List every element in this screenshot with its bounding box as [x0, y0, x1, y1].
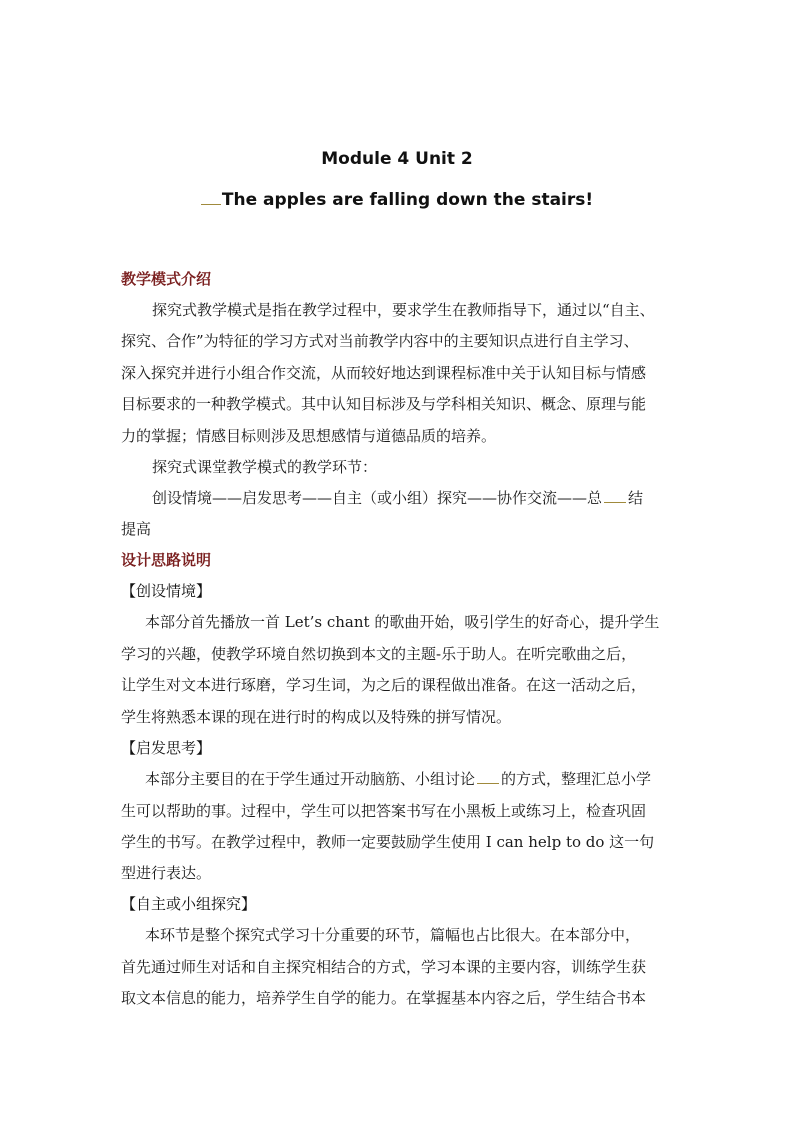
subsection-label-independent-exploration: 【自主或小组探究】	[121, 895, 257, 913]
subsection-label-inspire-thinking: 【启发思考】	[121, 739, 212, 757]
paragraph-line: 深入探究并进行小组合作交流，从而较好地达到课程标准中关于认知目标与情感	[121, 364, 647, 382]
document-subtitle	[0, 190, 794, 210]
paragraph-line: 学习的兴趣，使教学环境自然切换到本文的主题-乐于助人。在听完歌曲之后，	[121, 645, 637, 663]
section-heading-design-notes: 设计思路说明	[121, 551, 212, 569]
paragraph-line: 型进行表达。	[121, 864, 212, 882]
paragraph-line: 让学生对文本进行琢磨，学习生词，为之后的课程做出准备。在这一活动之后，	[121, 676, 647, 694]
paragraph-text: 本部分主要目的在于学生通过开动脑筋、小组讨论	[145, 770, 476, 788]
paragraph-line: 探究、合作”为特征的学习方式对当前教学内容中的主要知识点进行自主学习、	[121, 332, 639, 350]
paragraph-line: 探究式课堂教学模式的教学环节：	[152, 458, 378, 476]
paragraph-text: 的方式，整理汇总小学	[501, 770, 652, 788]
paragraph-line: 本环节是整个探究式学习十分重要的环节，篇幅也占比很大。在本部分中，	[145, 926, 641, 944]
paragraph-line: 取文本信息的能力，培养学生自学的能力。在掌握基本内容之后，学生结合书本	[121, 989, 647, 1007]
paragraph-line-steps	[152, 487, 643, 508]
paragraph-line: 学生将熟悉本课的现在进行时的构成以及特殊的拼写情况。	[121, 708, 512, 726]
document-title	[0, 149, 794, 169]
paragraph-line: 生可以帮助的事。过程中，学生可以把答案书写在小黑板上或练习上，检查巩固	[121, 802, 647, 820]
steps-text: 创设情境——启发思考——自主（或小组）探究——协作交流——总	[152, 489, 603, 507]
paragraph-line: 本部分首先播放一首 Let’s chant 的歌曲开始，吸引学生的好奇心，提升学生	[145, 613, 660, 631]
underline-blank	[201, 203, 221, 205]
subsection-label-create-scenario: 【创设情境】	[121, 582, 212, 600]
paragraph-line: 力的掌握；情感目标则涉及思想感情与道德品质的培养。	[121, 427, 497, 445]
underline-blank	[477, 782, 499, 784]
subtitle-text: The apples are falling down the stairs!	[221, 190, 594, 210]
paragraph-line-discussion	[145, 768, 651, 789]
paragraph-line: 目标要求的一种教学模式。其中认知目标涉及与学科相关知识、概念、原理与能	[121, 395, 647, 413]
underline-blank	[604, 501, 626, 503]
paragraph-line: 学生的书写。在教学过程中，教师一定要鼓励学生使用 I can help to do 这一句	[121, 833, 655, 851]
section-heading-teaching-mode: 教学模式介绍	[121, 270, 212, 288]
steps-text-end: 结	[628, 489, 644, 507]
paragraph-line: 探究式教学模式是指在教学过程中，要求学生在教师指导下，通过以“自主、	[152, 301, 655, 319]
paragraph-line: 提高	[121, 520, 152, 538]
title-text: Module 4 Unit 2	[321, 149, 473, 169]
paragraph-line: 首先通过师生对话和自主探究相结合的方式，学习本课的主要内容，训练学生获	[121, 958, 647, 976]
